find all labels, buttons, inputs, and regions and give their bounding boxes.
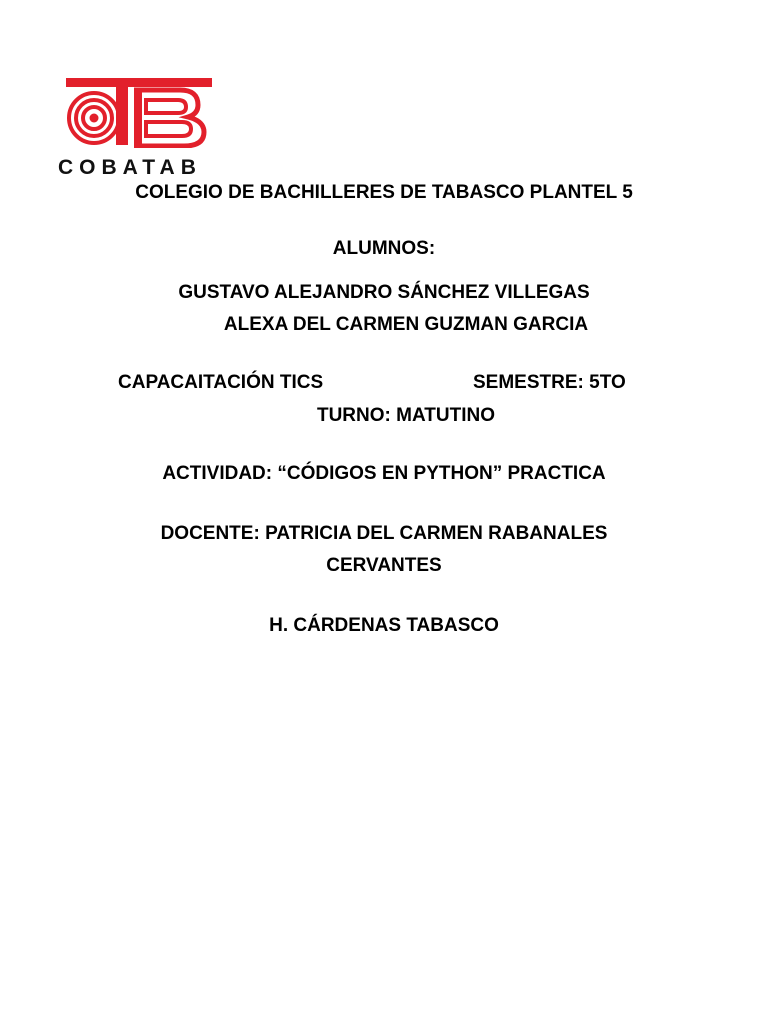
- cobatab-logo-mark-icon: [64, 76, 214, 148]
- teacher-field-line1: DOCENTE: PATRICIA DEL CARMEN RABANALES: [160, 523, 608, 544]
- logo-wordmark: COBATAB: [58, 156, 202, 179]
- shift-field: TURNO: MATUTINO: [316, 405, 495, 426]
- location-field: H. CÁRDENAS TABASCO: [269, 615, 499, 636]
- semester-field: SEMESTRE: 5TO: [473, 372, 626, 393]
- student-name-2: ALEXA DEL CARMEN GUZMAN GARCIA: [223, 314, 589, 335]
- activity-field: ACTIVIDAD: “CÓDIGOS EN PYTHON” PRACTICA: [162, 463, 606, 484]
- training-field: CAPACAITACIÓN TICS: [118, 372, 324, 393]
- teacher-field-line2: CERVANTES: [326, 555, 442, 576]
- students-label: ALUMNOS:: [332, 238, 436, 259]
- cobatab-logo: [56, 76, 226, 186]
- student-name-1: GUSTAVO ALEJANDRO SÁNCHEZ VILLEGAS: [178, 282, 590, 303]
- school-name: COLEGIO DE BACHILLERES DE TABASCO PLANTEL 5: [135, 182, 633, 203]
